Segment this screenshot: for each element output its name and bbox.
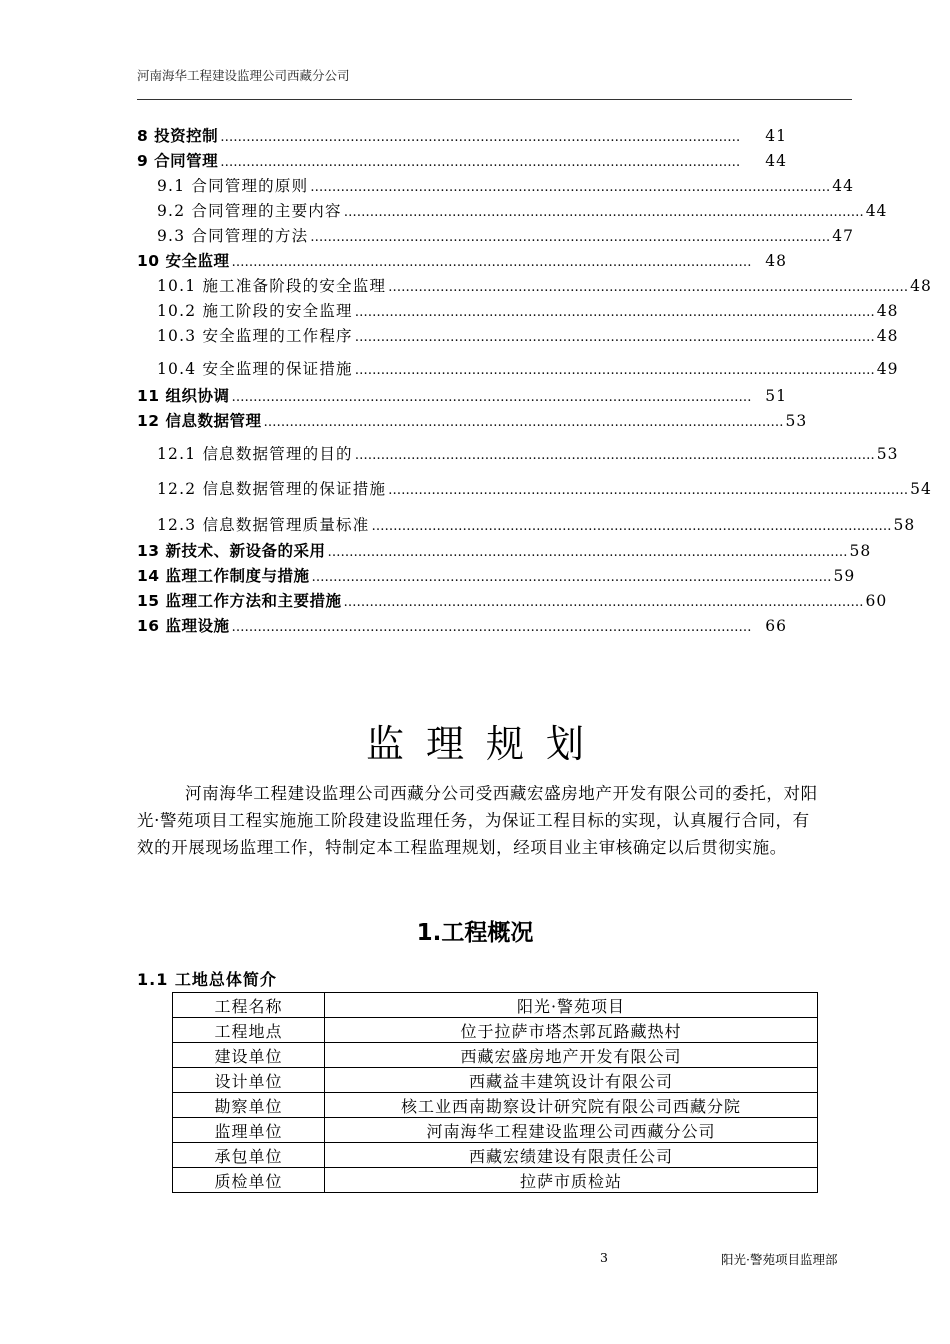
toc-item[interactable]: 12.3 信息数据管理质量标准 ………………………………………………………………………………………………………… 58 [157,516,916,534]
table-row: 勘察单位 核工业西南勘察设计研究院有限公司西藏分院 [173,1093,818,1118]
header-divider [137,99,852,100]
section-title: 1.工程概况 [416,920,534,946]
toc-item[interactable]: 9.2 合同管理的主要内容 ………………………………………………………………………………………………………… 44 [157,202,888,220]
toc-item[interactable]: 8 投资控制 ………………………………………………………………………………………………………… 41 [137,127,787,145]
toc-item[interactable]: 15 监理工作方法和主要措施 ………………………………………………………………………………………………………… 60 [137,592,888,610]
table-row: 工程名称 阳光·警苑项目 [173,993,818,1018]
toc-item[interactable]: 9 合同管理 ………………………………………………………………………………………………………… 44 [137,152,787,170]
subsection-title: 1.1 工地总体简介 [137,970,277,989]
toc-item[interactable]: 14 监理工作制度与措施 ………………………………………………………………………………………………………… 59 [137,567,856,585]
page-number: 3 [600,1250,608,1265]
project-info-table [172,992,818,1193]
toc-item[interactable]: 9.3 合同管理的方法 ………………………………………………………………………………………………………… 47 [157,227,855,245]
toc-item[interactable]: 10 安全监理 ………………………………………………………………………………………………………… 48 [137,252,787,270]
toc-item[interactable]: 10.4 安全监理的保证措施 ………………………………………………………………………………………………………… 49 [157,360,899,378]
toc-item[interactable]: 10.3 安全监理的工作程序 ………………………………………………………………………………………………………… 48 [157,327,899,345]
toc-item[interactable]: 12.1 信息数据管理的目的 ………………………………………………………………………………………………………… 53 [157,445,899,463]
toc-item[interactable]: 10.2 施工阶段的安全监理 ………………………………………………………………………………………………………… 48 [157,302,899,320]
toc-item[interactable]: 11 组织协调 ………………………………………………………………………………………………………… 51 [137,387,787,405]
document-title: 监理规划 [365,722,606,766]
toc-item[interactable]: 12.2 信息数据管理的保证措施 ………………………………………………………………………………………………………… 54 [157,480,932,498]
intro-paragraph: 河南海华工程建设监理公司西藏分公司受西藏宏盛房地产开发有限公司的委托，对阳光·警苑项目工程实施施工阶段建设监理任务，为保证工程目标的实现，认真履行合同，有效的开展现场监理工作，特制定本工程监理规划，经项目业主审核确定以后贯彻实施。 [137,784,818,857]
table-row: 质检单位 拉萨市质检站 [173,1168,818,1193]
table-row: 设计单位 西藏益丰建筑设计有限公司 [173,1068,818,1093]
table-row: 监理单位 河南海华工程建设监理公司西藏分公司 [173,1118,818,1143]
toc-item[interactable]: 9.1 合同管理的原则 ………………………………………………………………………………………………………… 44 [157,177,855,195]
page-header: 河南海华工程建设监理公司西藏分公司 [137,68,350,83]
toc-item[interactable]: 10.1 施工准备阶段的安全监理 ………………………………………………………………………………………………………… 48 [157,277,932,295]
table-row: 建设单位 西藏宏盛房地产开发有限公司 [173,1043,818,1068]
toc-item[interactable]: 13 新技术、新设备的采用 ………………………………………………………………………………………………………… 58 [137,542,872,560]
table-row: 承包单位 西藏宏绩建设有限责任公司 [173,1143,818,1168]
toc-item[interactable]: 16 监理设施 ………………………………………………………………………………………………………… 66 [137,617,787,635]
table-row: 工程地点 位于拉萨市塔杰郭瓦路藏热村 [173,1018,818,1043]
toc-item[interactable]: 12 信息数据管理 ………………………………………………………………………………………………………… 53 [137,412,808,430]
footer-department: 阳光·警苑项目监理部 [721,1252,838,1267]
